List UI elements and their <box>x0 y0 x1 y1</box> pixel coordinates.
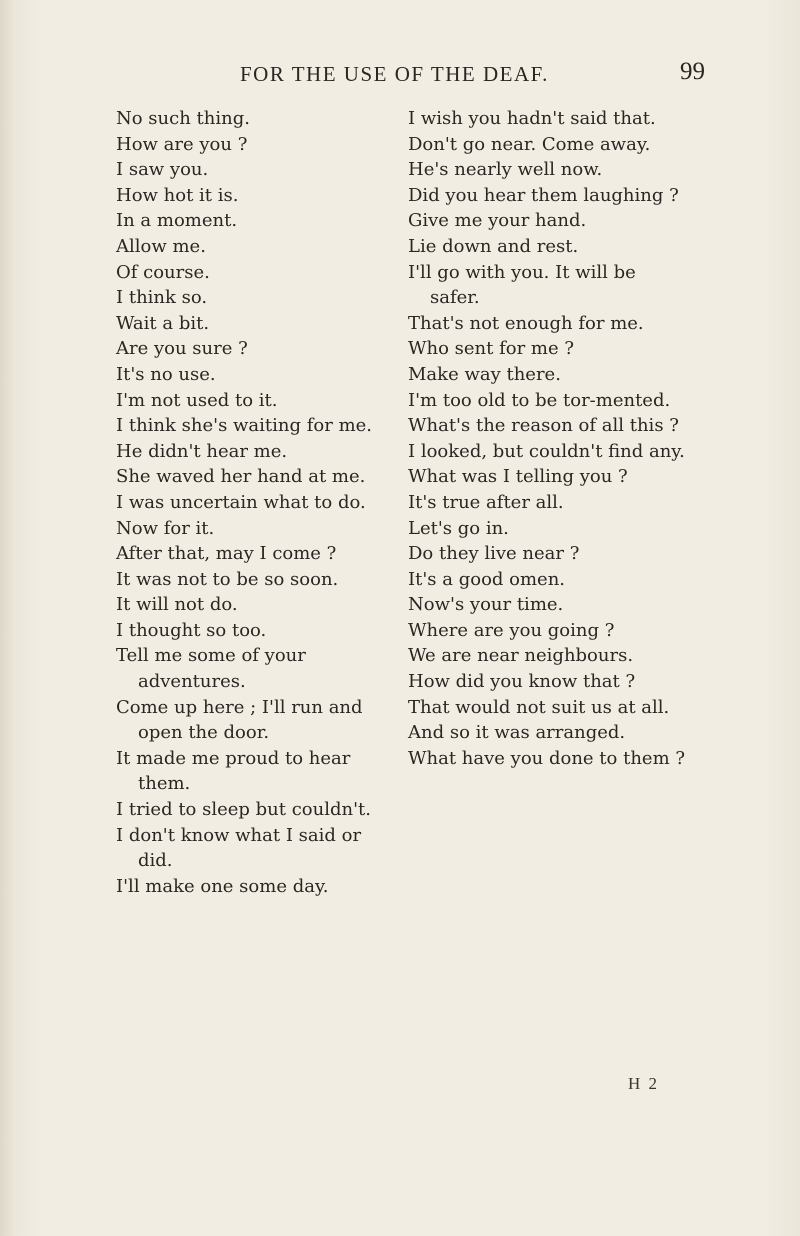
phrase-line: She waved her hand at me. <box>116 466 366 488</box>
phrase-line: Now for it. <box>116 517 215 539</box>
phrase-line: Who sent for me ? <box>408 338 575 360</box>
phrase-line: Wait a bit. <box>116 312 210 334</box>
phrase-line: It's no use. <box>116 363 216 385</box>
page-number: 99 <box>680 58 705 85</box>
phrase-line: We are near neighbours. <box>408 645 634 667</box>
phrase-line: No such thing. <box>116 108 250 129</box>
phrase-line: It was not to be so soon. <box>116 568 339 590</box>
phrase-line: Of course. <box>116 261 210 283</box>
phrase-line: It's a good omen. <box>408 568 566 590</box>
phrase-line: I tried to sleep but couldn't. <box>116 799 372 821</box>
phrase-line: Come up here ; I'll run and open the door. <box>116 696 363 744</box>
running-head: FOR THE USE OF THE DEAF. <box>240 62 549 86</box>
phrase-line: Do they live near ? <box>408 543 580 565</box>
phrase-line: Give me your hand. <box>408 210 587 232</box>
phrase-line: What was I telling you ? <box>408 466 628 488</box>
phrase-line: Don't go near. Come away. <box>408 133 651 155</box>
phrase-line: In a moment. <box>116 210 238 232</box>
phrase-line: I'll make one some day. <box>116 875 329 897</box>
phrase-line: And so it was arranged. <box>408 722 626 744</box>
phrase-line: I looked, but couldn't find any. <box>408 440 685 462</box>
phrase-line: I wish you hadn't said that. <box>408 108 656 129</box>
phrase-line: Where are you going ? <box>408 619 615 641</box>
phrase-line: Make way there. <box>408 363 561 385</box>
phrase-line: What's the reason of all this ? <box>408 415 679 437</box>
phrase-line: I'm too old to be tor-mented. <box>408 389 671 411</box>
phrase-line: I think she's waiting for me. <box>116 415 373 437</box>
phrase-line: Now's your time. <box>408 594 564 616</box>
phrase-line: That would not suit us at all. <box>408 696 670 718</box>
left-phrase-column <box>116 106 391 899</box>
phrase-line: That's not enough for me. <box>408 312 644 334</box>
phrase-line: Lie down and rest. <box>408 235 579 257</box>
phrase-line: How hot it is. <box>116 184 239 206</box>
phrase-line: I think so. <box>116 287 208 309</box>
phrase-line: I'm not used to it. <box>116 389 278 411</box>
phrase-line: Allow me. <box>116 235 206 257</box>
phrase-line: He didn't hear me. <box>116 440 288 462</box>
phrase-line: I was uncertain what to do. <box>116 491 366 513</box>
phrase-line: I don't know what I said or did. <box>116 824 362 872</box>
phrase-line: What have you done to them ? <box>408 747 686 769</box>
phrase-line: Are you sure ? <box>116 338 248 360</box>
signature-mark: H 2 <box>628 1074 660 1093</box>
right-phrase-column <box>408 106 686 771</box>
phrase-line: I'll go with you. It will be safer. <box>408 261 636 309</box>
phrase-line: It's true after all. <box>408 491 564 513</box>
phrase-line: It will not do. <box>116 594 238 616</box>
phrase-line: Tell me some of your adventures. <box>116 645 306 693</box>
phrase-line: It made me proud to hear them. <box>116 747 351 795</box>
phrase-line: Did you hear them laughing ? <box>408 184 679 206</box>
phrase-line: I saw you. <box>116 159 209 181</box>
phrase-line: How are you ? <box>116 133 248 155</box>
phrase-line: How did you know that ? <box>408 671 636 693</box>
phrase-line: I thought so too. <box>116 619 267 641</box>
phrase-line: Let's go in. <box>408 517 509 539</box>
phrase-line: After that, may I come ? <box>116 543 337 565</box>
phrase-line: He's nearly well now. <box>408 159 603 181</box>
